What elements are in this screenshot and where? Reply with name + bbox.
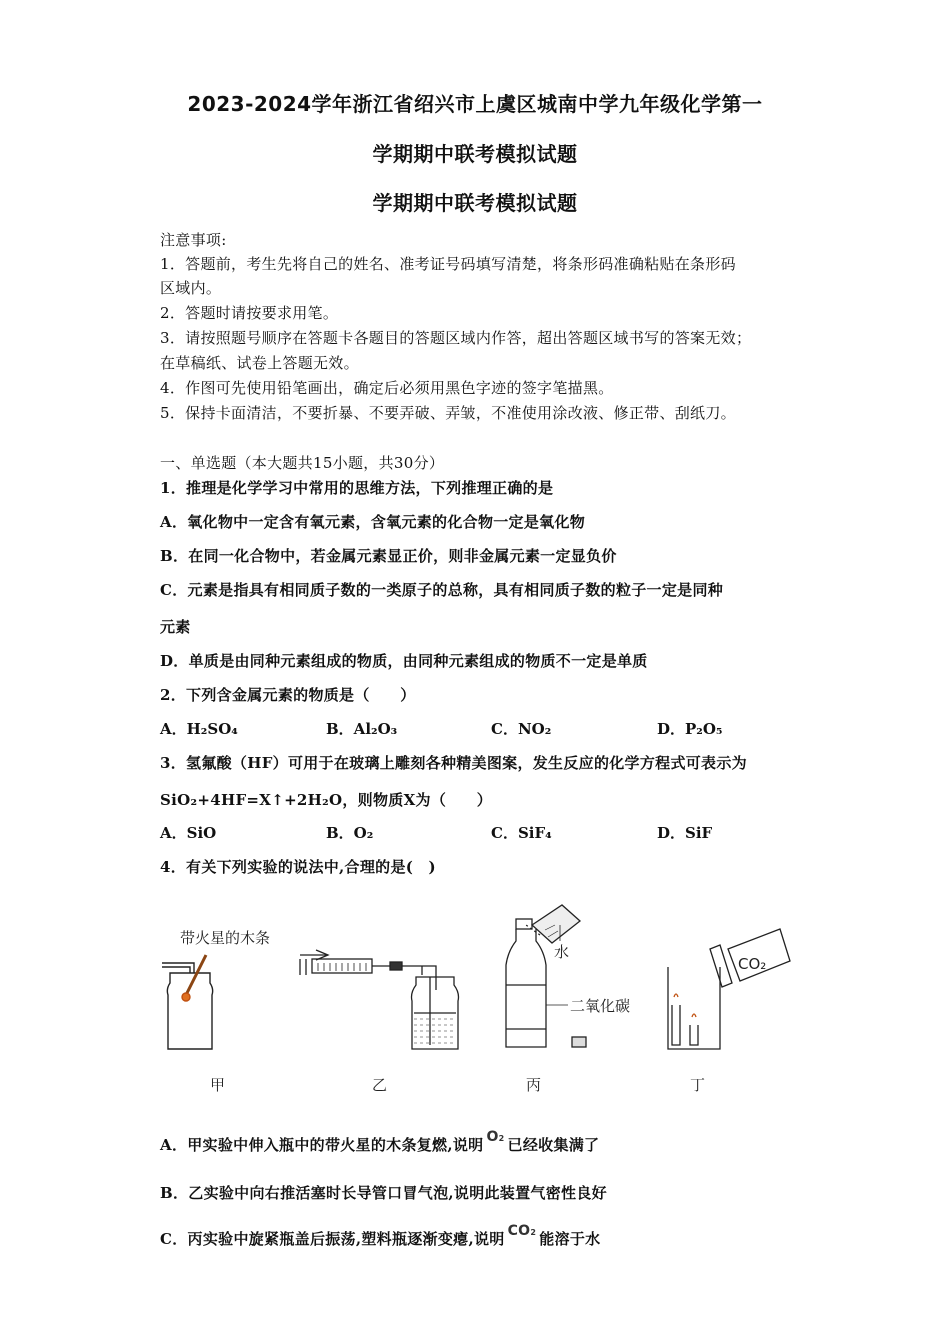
ding-co2-bottle-label: CO₂ (738, 955, 767, 973)
page-title-line1: 2023-2024学年浙江省绍兴市上虞区城南中学九年级化学第一 (187, 92, 763, 116)
question-1-stem: 1．推理是化学学习中常用的思维方法，下列推理正确的是 (160, 479, 554, 497)
question-1-option-d: D．单质是由同种元素组成的物质，由同种元素组成的物质不一定是单质 (160, 652, 648, 670)
jia-label: 甲 (210, 1076, 226, 1094)
o2-symbol: O (486, 1129, 499, 1145)
question-2-option-b: B．Al₂O₃ (326, 720, 398, 738)
experiment-yi-apparatus (300, 950, 459, 1049)
q4-a-text: A．甲实验中伸入瓶中的带火星的木条复燃,说明 (160, 1136, 484, 1154)
notice-item: 4．作图可先使用铅笔画出，确定后必须用黑色字迹的签字笔描黑。 (160, 379, 614, 397)
section-heading: 一、单选题（本大题共15小题，共30分） (160, 454, 445, 472)
experiment-bing-apparatus (506, 905, 630, 1047)
q4-c-text-end: 能溶于水 (539, 1230, 601, 1248)
question-4-option-a (160, 1129, 600, 1155)
question-3-equation: SiO₂+4HF=X↑+2H₂O，则物质X为（ ） (160, 791, 493, 809)
question-3-stem: 3．氢氟酸（HF）可用于在玻璃上雕刻各种精美图案，发生反应的化学方程式可表示为 (160, 754, 747, 772)
question-4-option-b: B．乙实验中向右推活塞时长导管口冒气泡,说明此装置气密性良好 (160, 1184, 607, 1202)
question-2-option-d: D．P₂O₅ (657, 720, 723, 738)
experiment-ding-apparatus (668, 929, 790, 1049)
notice-item: 3．请按照题号顺序在答题卡各题目的答题区域内作答，超出答题区域书写的答案无效； (160, 329, 752, 347)
question-4-option-c (160, 1223, 601, 1249)
question-3-option-d: D．SiF (657, 824, 713, 842)
question-1-option-c: C．元素是指具有相同质子数的一类原子的总称，具有相同质子数的粒子一定是同种 (160, 581, 724, 599)
question-4-stem: 4．有关下列实验的说法中,合理的是( ) (160, 858, 436, 876)
co2-symbol: CO (507, 1223, 531, 1239)
question-3-option-c: C．SiF₄ (491, 824, 552, 842)
experiment-figure (150, 885, 800, 1100)
co2-formula (508, 1223, 537, 1239)
experiment-jia-apparatus (162, 929, 270, 1049)
bing-label: 丙 (526, 1076, 542, 1094)
co2-subscript: 2 (530, 1228, 537, 1237)
o2-formula (486, 1129, 504, 1145)
question-3-option-b: B．O₂ (326, 824, 374, 842)
yi-label: 乙 (372, 1076, 388, 1094)
question-2-stem: 2．下列含金属元素的物质是（ ） (160, 686, 416, 704)
question-1-option-b: B．在同一化合物中，若金属元素显正价，则非金属元素一定显负价 (160, 547, 617, 565)
bing-co2-label: 二氧化碳 (570, 997, 631, 1015)
question-2-option-c: C．NO₂ (491, 720, 552, 738)
question-1-option-a: A．氧化物中一定含有氧元素，含氧元素的化合物一定是氧化物 (160, 513, 586, 531)
notice-item: 5．保持卡面清洁，不要折暴、不要弄破、弄皱，不准使用涂改液、修正带、刮纸刀。 (160, 404, 736, 422)
ding-label: 丁 (690, 1076, 706, 1094)
notice-item: 1．答题前，考生先将自己的姓名、准考证号码填写清楚，将条形码准确粘贴在条形码 (160, 255, 736, 273)
o2-subscript: 2 (498, 1134, 505, 1143)
bing-water-label: 水 (554, 943, 570, 961)
q4-c-text: C．丙实验中旋紧瓶盖后振荡,塑料瓶逐渐变瘪,说明 (160, 1230, 505, 1248)
page-title-line3: 学期期中联考模拟试题 (372, 191, 578, 215)
notice-item: 区域内。 (160, 279, 222, 297)
question-1-option-c-cont: 元素 (160, 618, 191, 636)
question-3-option-a: A．SiO (160, 824, 217, 842)
question-2-option-a: A．H₂SO₄ (160, 720, 238, 738)
notice-item: 在草稿纸、试卷上答题无效。 (160, 354, 359, 372)
jia-caption: 带火星的木条 (180, 929, 271, 947)
notice-heading: 注意事项: (160, 231, 227, 249)
notice-item: 2．答题时请按要求用笔。 (160, 304, 339, 322)
q4-a-text-end: 已经收集满了 (507, 1136, 600, 1154)
page-title-line2: 学期期中联考模拟试题 (372, 142, 578, 166)
